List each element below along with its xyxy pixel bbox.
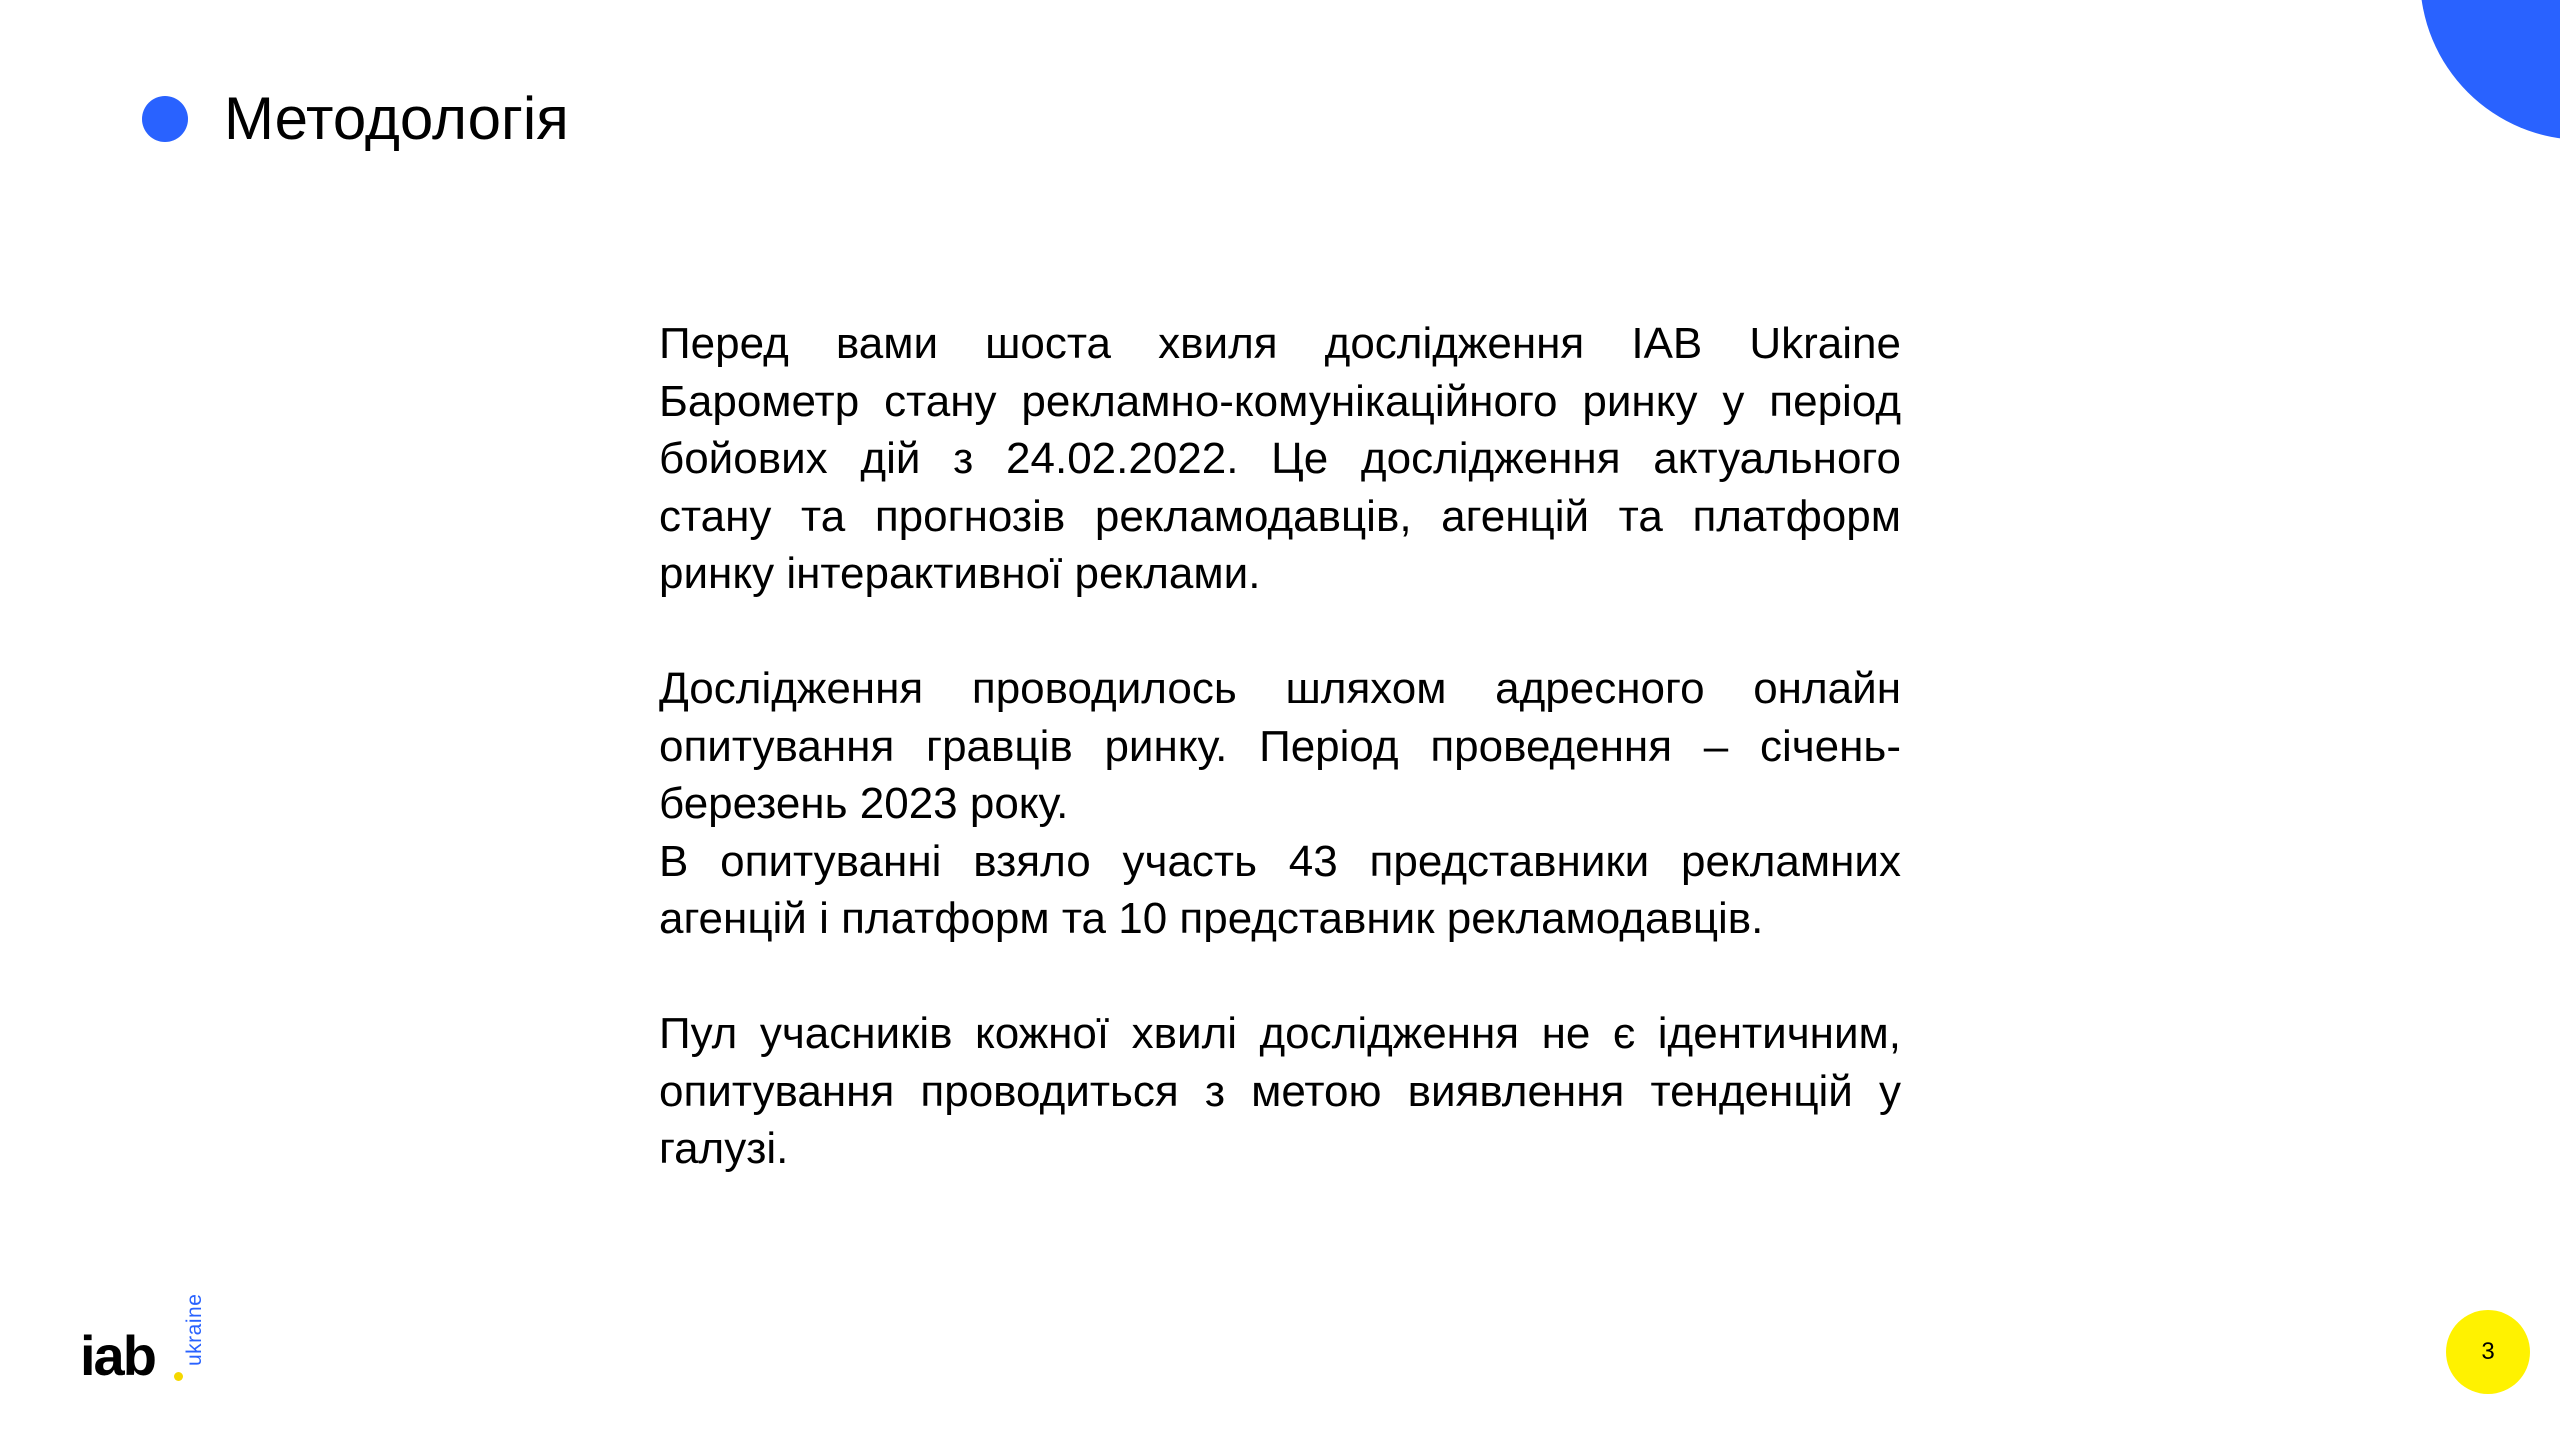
- paragraph-participants: В опитуванні взяло участь 43 представники рекламних агенцій і платформ та 10 представник рекламодавців.: [659, 836, 1901, 943]
- page-title: Методологія: [224, 85, 569, 152]
- paragraph-pool: Пул учасників кожної хвилі дослідження не є ідентичним, опитування проводиться з метою виявлення тенденцій у галузі.: [659, 1009, 1901, 1173]
- iab-ukraine-logo: [80, 1293, 206, 1396]
- paragraph-method: Дослідження проводилось шляхом адресного онлайн опитування гравців ринку. Період проведення – січень-березень 2023 року.: [659, 664, 1901, 828]
- page-number-badge: [2446, 1310, 2530, 1394]
- paragraph-intro: Перед вами шоста хвиля дослідження IAB Ukraine Барометр стану рекламно-комунікаційного ринку у період бойових дій з 24.02.2022. Це дослідження актуального стану та прогнозів рекламодавців, агенцій та платформ ринку інтерактивної реклами.: [659, 319, 1901, 598]
- title-row: [142, 84, 569, 154]
- corner-decoration-circle: [2420, 0, 2560, 140]
- page-number: 3: [2481, 1338, 2495, 1365]
- methodology-text: [659, 315, 1901, 1178]
- title-bullet-dot: [142, 96, 188, 142]
- logo-ukraine-text: ukraine: [183, 1293, 206, 1366]
- logo-dot-icon: [174, 1372, 183, 1381]
- paragraph-spacer: [659, 948, 1901, 1006]
- paragraph-spacer: [659, 603, 1901, 661]
- logo-iab-text: iab: [80, 1324, 155, 1387]
